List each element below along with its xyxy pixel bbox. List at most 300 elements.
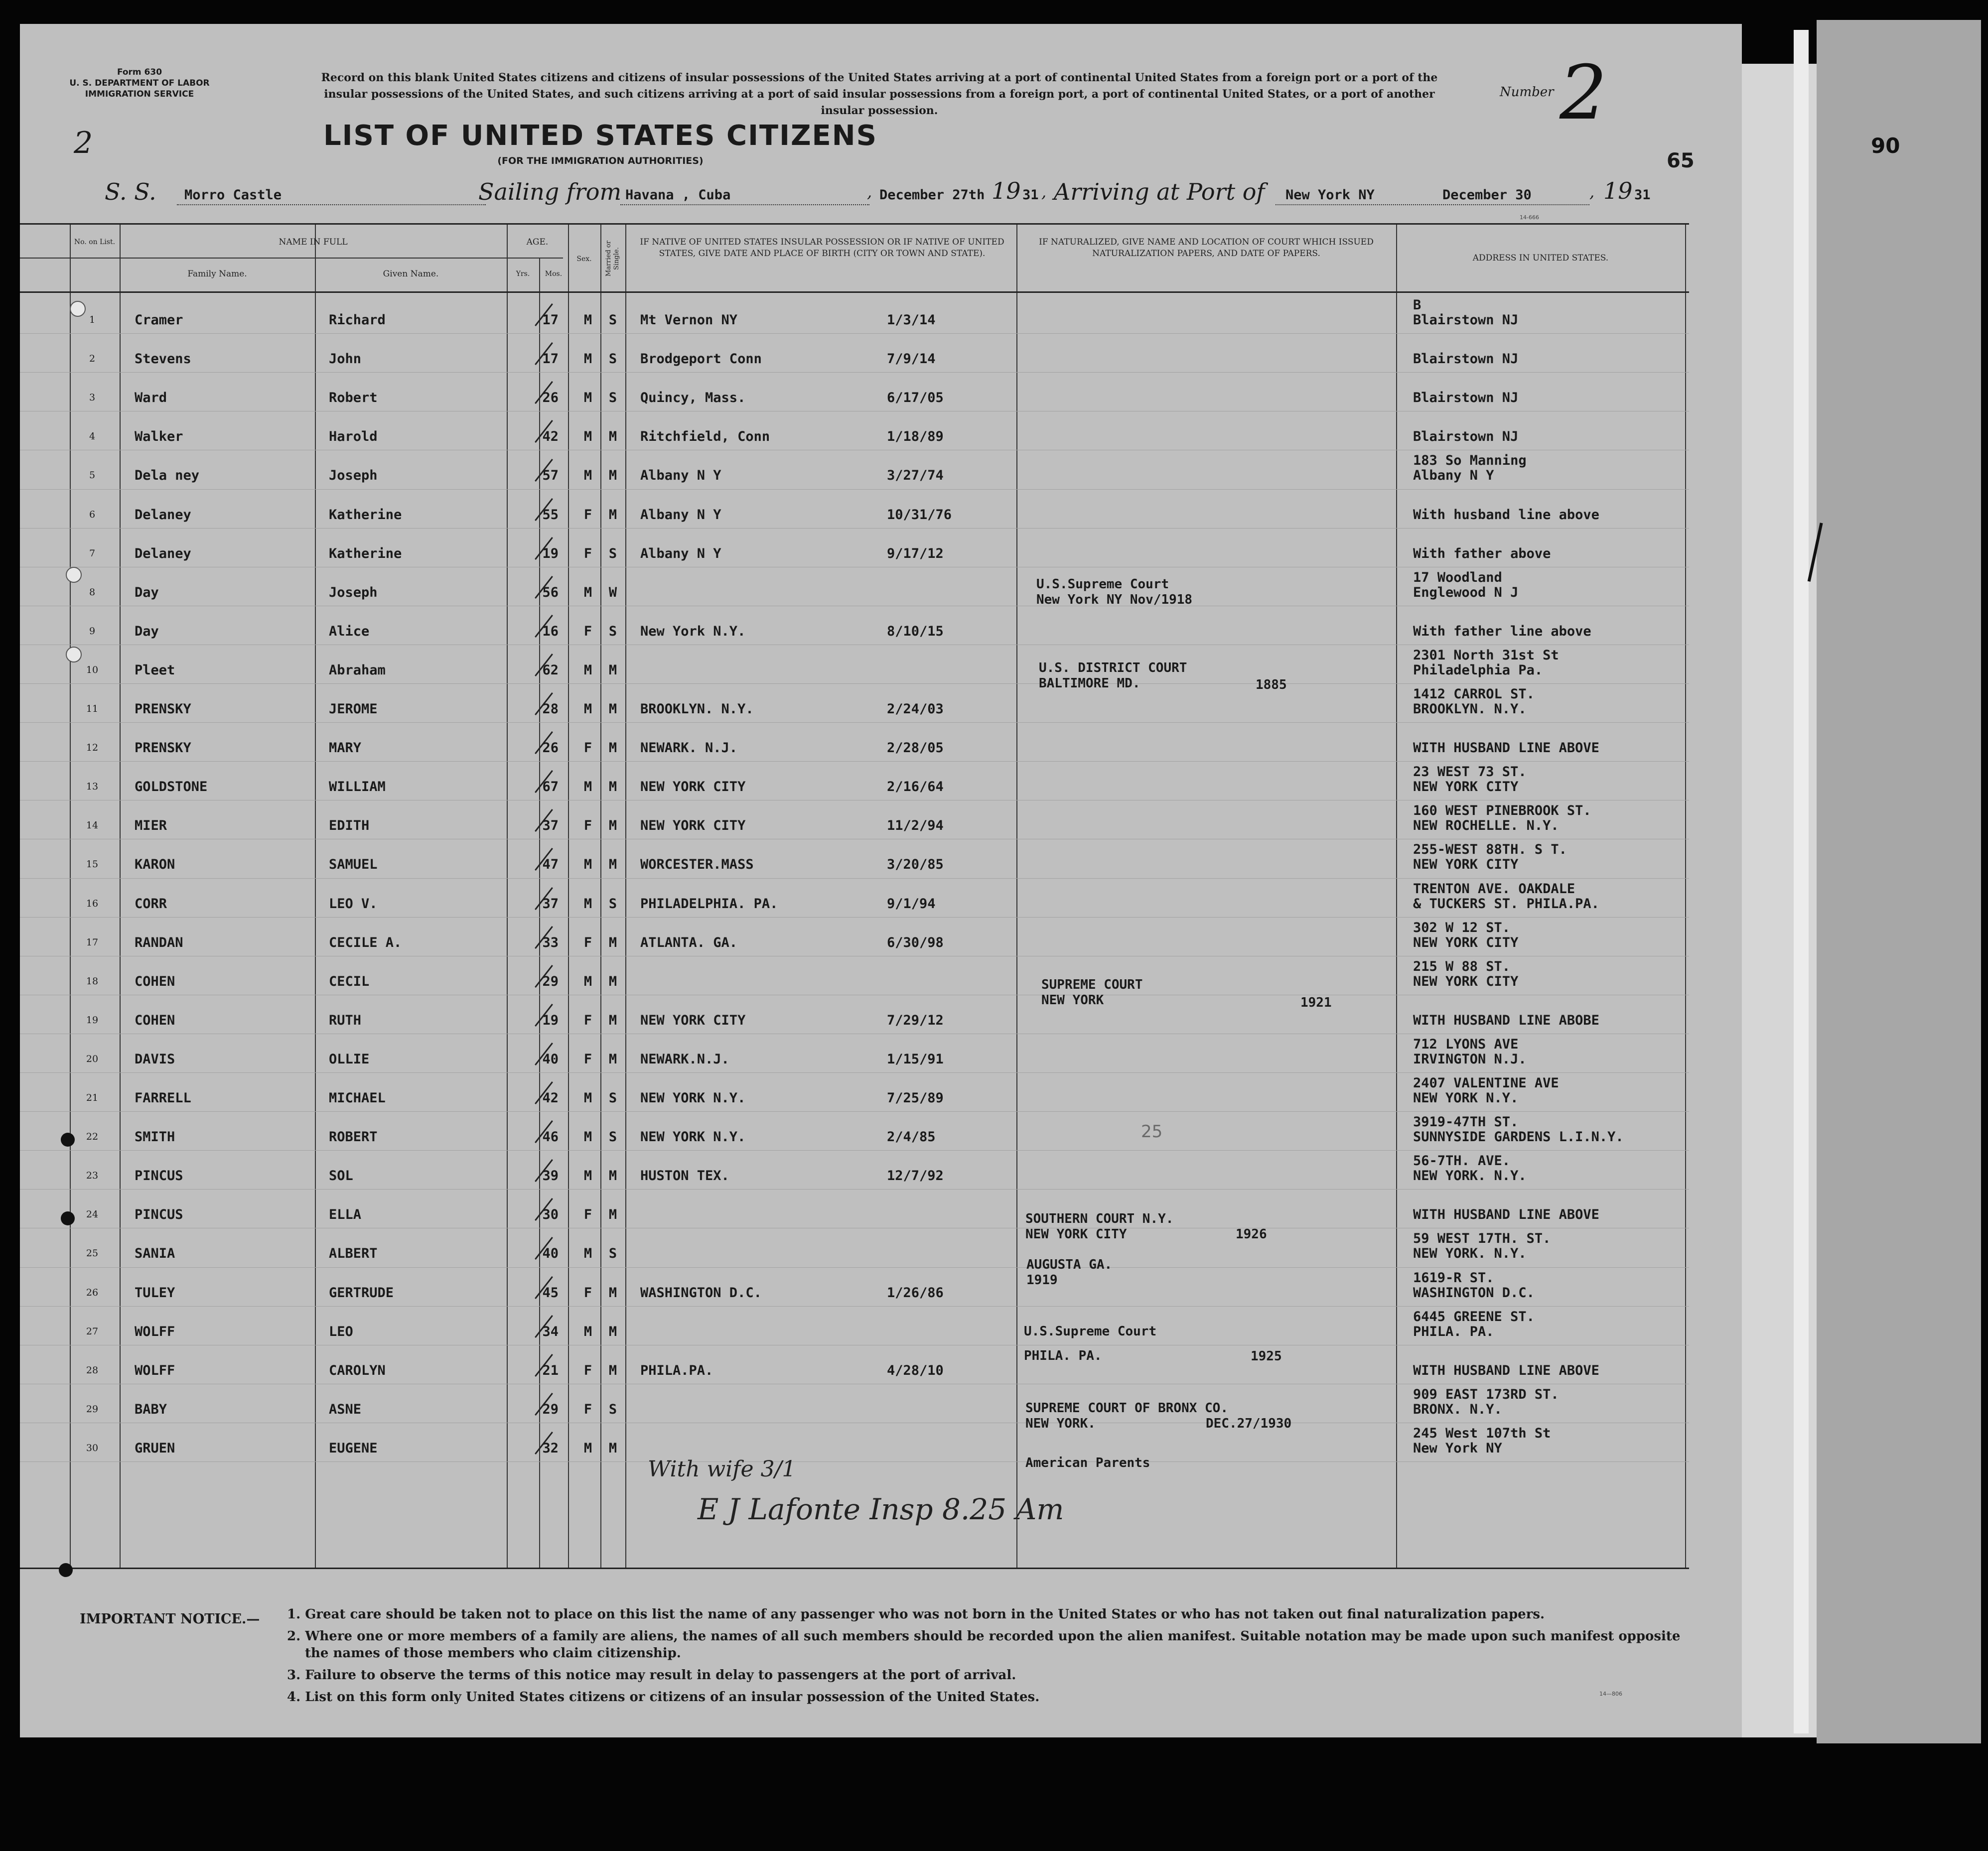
marital-status: M	[608, 1051, 617, 1067]
sex: M	[583, 429, 592, 445]
row-number: 30	[86, 1442, 99, 1454]
given-name: EDITH	[329, 818, 370, 834]
table-row	[20, 1071, 1689, 1110]
birthplace: Albany N Y	[640, 507, 721, 523]
given-name: MICHAEL	[329, 1090, 386, 1106]
form-identifier	[20, 67, 259, 100]
birthplace: Mt Vernon NY	[640, 312, 738, 328]
address-line-1: 17 Woodland	[1413, 569, 1502, 585]
address-line-2: NEW YORK. N.Y.	[1413, 1168, 1527, 1184]
given-name: ALBERT	[329, 1246, 378, 1262]
family-name: Cramer	[135, 312, 183, 328]
address-line-2: WITH HUSBAND LINE ABOBE	[1413, 1012, 1599, 1028]
birthplace: HUSTON TEX.	[640, 1168, 729, 1184]
address-line-2: Blairstown NJ	[1413, 429, 1519, 445]
row-number: 8	[89, 586, 96, 598]
ship-underline	[177, 204, 486, 205]
row-number: 24	[86, 1209, 99, 1220]
table-row	[20, 565, 1689, 604]
marital-status: S	[608, 1246, 617, 1262]
arrival-year: 31	[1634, 187, 1651, 203]
departure-port: Havana , Cuba	[625, 187, 731, 203]
row-number: 28	[86, 1364, 99, 1376]
row-number: 16	[86, 898, 99, 909]
address-line-2: NEW YORK CITY	[1413, 857, 1519, 873]
marital-status: M	[608, 662, 617, 678]
sex: M	[583, 312, 592, 328]
given-name: Joseph	[329, 584, 378, 600]
family-name: COHEN	[135, 1012, 175, 1028]
marital-status: S	[608, 1129, 617, 1145]
sex: M	[583, 584, 592, 600]
naturalization-date: DEC.27/1930	[1206, 1416, 1292, 1431]
family-name: Ward	[135, 390, 167, 406]
sex: M	[583, 662, 592, 678]
address-line-2: Blairstown NJ	[1413, 390, 1519, 406]
row-number: 21	[86, 1092, 99, 1103]
departure-underline	[620, 204, 869, 205]
sex: F	[583, 818, 592, 834]
birthdate: 1/26/86	[887, 1285, 944, 1301]
punch-hole	[59, 1563, 73, 1577]
family-name: WOLFF	[135, 1323, 175, 1339]
age-years: 16	[542, 623, 559, 639]
family-name: RANDAN	[135, 934, 183, 950]
age-years: 39	[542, 1168, 559, 1184]
inspector-signature: E J Lafonte Insp 8.25 Am	[698, 1492, 1064, 1526]
table-row	[20, 1305, 1689, 1343]
table-row	[20, 527, 1689, 565]
table-row	[20, 643, 1689, 682]
marital-status: M	[608, 1323, 617, 1339]
list-number-label: Number	[1500, 85, 1554, 100]
sailing-date: December 27th	[879, 187, 985, 203]
table-row	[20, 1188, 1689, 1226]
address-line-2: PHILA. PA.	[1413, 1323, 1494, 1339]
table-row	[20, 721, 1689, 760]
side-page-number: 90	[1871, 133, 1900, 158]
sex: F	[583, 1051, 592, 1067]
sex: M	[583, 351, 592, 367]
age-years: 26	[542, 390, 559, 406]
handwritten-note: With wife 3/1	[648, 1456, 796, 1482]
address-line-2: WITH HUSBAND LINE ABOVE	[1413, 740, 1599, 756]
punch-hole	[61, 1211, 75, 1225]
address-line-2: With father line above	[1413, 623, 1591, 639]
given-name: ASNE	[329, 1401, 362, 1417]
given-name: Richard	[329, 312, 386, 328]
row-number: 23	[86, 1170, 99, 1182]
sex: M	[583, 779, 592, 795]
table-row	[20, 371, 1689, 409]
family-name: WOLFF	[135, 1362, 175, 1378]
table-row	[20, 877, 1689, 916]
family-name: BABY	[135, 1401, 167, 1417]
birthdate: 12/7/92	[887, 1168, 944, 1184]
address-line-2: SUNNYSIDE GARDENS L.I.N.Y.	[1413, 1129, 1624, 1145]
age-years: 46	[542, 1129, 559, 1145]
sex: M	[583, 857, 592, 873]
corner-handwritten-mark: 2	[74, 126, 93, 160]
age-years: 62	[542, 662, 559, 678]
sex: M	[583, 468, 592, 484]
naturalization-entry: U.S. DISTRICT COURT BALTIMORE MD.	[1039, 661, 1187, 691]
family-name: PINCUS	[135, 1207, 183, 1223]
address-line-1: 183 So Manning	[1413, 453, 1527, 469]
sex: F	[583, 740, 592, 756]
header-number: No. on List.	[74, 238, 116, 246]
sex: F	[583, 623, 592, 639]
age-years: 56	[542, 584, 559, 600]
address-line-2: Blairstown NJ	[1413, 312, 1519, 328]
header-marital-status: Married or Single.	[605, 241, 620, 276]
manifest-page: Form 630 U. S. DEPARTMENT OF LABOR IMMIGRATION SERVICE Record on this blank United States citizens and citizens of insular possessions of the United States arriving at a port of continental United States from a foreign port or a port of the insular possessions of the United States, and such citizens arriving at a port of said insular possessions from a foreign port, a port of continental United States, or a port of another insular possession. Number 2 2 65 LIST OF UNITED STATES CITIZENS (FOR THE IMMIGRATION AUTHORITIES) S. S. Morro Castle Sailing from Havana , Cuba , December 27th 19 31 , Arriving at Port of New York NY December 30 , 19 31 14-666 No. on List. NAME IN FULL Family Name. Given Name. AGE. Yrs. Mos. Sex. Married or Single. IF NATIVE OF UNITED STATES INSULAR POSSESSION OR IF NATIVE OF UNITED STATES, GIVE DATE AND PLACE OF BIRTH (CITY OR TOWN AND STATE). IF NATURALIZED, GIVE NAME AND LOCATION OF COURT WHICH ISSUED NATURALIZATION PAPERS, AND DATE OF PAPERS. ADDRESS IN UNITED STATES. 1 Cramer Richard 17 M S Mt Vernon NY 1/3/14 B Blairstown NJ 2 Stevens John 17 M S Brodgeport Conn 7/9/14 Blairstown NJ 3 Ward Robert 26 M S Quincy, Mass. 6/17/05 Blairstown NJ 4 Walker Harold 42 M M Ritchfield, Conn 1/18/89 Blairstown NJ 5 Dela ney Joseph 57 M M Albany N Y 3/27/74 183 So Manning Albany N Y 6 Delaney Katherine 55 F M Albany N Y 10/31/76 With husband line above 7 Delaney Katherine 19 F S Albany N Y 9/17/12 With father above 8 Day Joseph 56 M W 17 Woodland Englewood N J 9 Day Alice 16 F S New York N.Y. 8/10/15 With father line above 10 Pleet Abraham 62 M M 2301 North 31st St Philadelphia Pa. 11 PRENSKY JEROME 28 M M BROOKLYN. N.Y. 2/24/03 1412 CARROL ST. BROOKLYN. N.Y. 12 PRENSKY MARY 26 F M NEWARK. N.J. 2/28/05 WITH HUSBAND LINE ABOVE 13 GOLDSTONE WILLIAM 67 M M NEW YORK CITY 2/16/64 23 WEST 73 ST. NEW YORK CITY 14 MIER EDITH 37 F M NEW YORK CITY 11/2/94 160 WEST PINEBROOK ST. NEW ROCHELLE. N.Y. 15 KARON SAMUEL 47 M M WORCESTER.MASS 3/20/85 255-WEST 88TH. S T. NEW YORK CITY 16 CORR LEO V. 37 M S PHILADELPHIA. PA. 9/1/94 TRENTON AVE. OAKDALE & TUCKERS ST. PHILA.PA. 17 RANDAN CECILE A. 33 F M ATLANTA. GA. 6/30/98 302 W 12 ST. NEW YORK CITY 18 COHEN CECIL 29 M M 215 W 88 ST. NEW YORK CITY 19 COHEN RUTH 19 F M NEW YORK CITY 7/29/12 WITH HUSBAND LINE ABOBE 20 DAVIS OLLIE 40 F M NEWARK.N.J. 1/15/91 712 LYONS AVE IRVINGTON N.J. 21 FARRELL MICHAEL 42 M S NEW YORK N.Y. 7/25/89 2407 VALENTINE AVE NEW YORK N.Y. 22 SMITH ROBERT 46 M S NEW YORK N.Y. 2/4/85 3919-47TH ST. SUNNYSIDE GARDENS L.I.N.Y. 23 PINCUS SOL 39 M M HUSTON TEX. 12/7/92 56-7TH. AVE. NEW YORK. N.Y. 24 PINCUS ELLA 30 F M WITH HUSBAND LINE ABOVE 25 SANIA ALBERT 40 M S 59 WEST 17TH. ST. NEW YORK. N.Y. 26 TULEY GERTRUDE 45 F M WASHINGTON D.C. 1/26/86 1619-R ST. WASHINGTON D.C. 27 WOLFF LEO 34 M M 6445 GREENE ST. PHILA. PA. 28 WOLFF CAROLYN 21 F M PHILA.PA. 4/28/10 WITH HUSBAND LINE ABOVE 29 BABY ASNE 29 F S 909 EAST 173RD ST. BRONX. N.Y. 30 GRUEN EUGENE 32 M M 245 West 107th St New York NY U.S.Supreme Court New York NY Nov/1918 U.S. DISTRICT COURT BALTIMORE MD. 1885 SUPREME COURT NEW YORK 1921 SOUTHERN COURT N.Y. NEW YORK CITY 1926 AUGUSTA GA. 1919 U.S.Supreme Court PHILA. PA. 1925 SUPREME COURT OF BRONX CO. NEW YORK. DEC.27/1930 American Parents 25 With wife 3/1 E J Lafonte Insp 8.25 Am IMPORTANT NOTICE.— 1. Great care should be taken not to place on this list the name of any passenger who was not born in the United States or who has not taken out final naturalization papers. 2. Where one or more members of a family are aliens, the names of all such members should be recorded upon the alien manifest. Suitable notation may be made upon such manifest opposite the names of those members who claim citizenship. 3. Failure to observe the terms of this notice may result in delay to passengers at the port of arrival. 4. List on this form only United States citizens or citizens of an insular possession of the United States. 14—806	[20, 24, 1742, 1737]
table-row	[20, 1032, 1689, 1071]
form-code-top: 14-666	[1520, 214, 1539, 221]
page-edge-highlight	[1794, 30, 1809, 1733]
address-line-2: IRVINGTON N.J.	[1413, 1051, 1527, 1067]
given-name: Abraham	[329, 662, 386, 678]
birthdate: 1/18/89	[887, 429, 944, 445]
arrival-port: New York NY	[1285, 187, 1375, 203]
table-row	[20, 409, 1689, 448]
age-years: 26	[542, 740, 559, 756]
family-name: SMITH	[135, 1129, 175, 1145]
given-name: SAMUEL	[329, 857, 378, 873]
punch-hole	[66, 647, 82, 662]
row-number: 6	[89, 509, 96, 520]
family-name: CORR	[135, 896, 167, 912]
family-name: Dela ney	[135, 468, 200, 484]
naturalization-entry: AUGUSTA GA. 1919	[1026, 1257, 1113, 1288]
birthdate: 4/28/10	[887, 1362, 944, 1378]
family-name: Walker	[135, 429, 183, 445]
punch-hole	[66, 567, 82, 583]
address-line-2: NEW YORK CITY	[1413, 973, 1519, 989]
address-line-2: NEW YORK CITY	[1413, 779, 1519, 795]
header-given-name: Given Name.	[383, 269, 439, 279]
naturalization-entry: American Parents	[1025, 1455, 1150, 1470]
address-line-1: 160 WEST PINEBROOK ST.	[1413, 803, 1591, 819]
address-line-1: 245 West 107th St	[1413, 1425, 1551, 1441]
table-row	[20, 1149, 1689, 1188]
given-name: CECIL	[329, 973, 370, 989]
arrival-date: December 30	[1442, 187, 1532, 203]
sex: F	[583, 1285, 592, 1301]
header-name-in-full: NAME IN FULL	[279, 237, 348, 247]
given-name: GERTRUDE	[329, 1285, 394, 1301]
table-row	[20, 488, 1689, 527]
header-birth: IF NATIVE OF UNITED STATES INSULAR POSSESSION OR IF NATIVE OF UNITED STATES, GIVE DATE AND PLACE OF BIRTH (CITY OR TOWN AND STATE).	[640, 237, 1004, 259]
sex: M	[583, 1168, 592, 1184]
age-years: 55	[542, 507, 559, 523]
address-line-2: BROOKLYN. N.Y.	[1413, 701, 1527, 717]
age-years: 29	[542, 973, 559, 989]
address-line-1: 23 WEST 73 ST.	[1413, 764, 1527, 780]
row-number: 18	[86, 975, 99, 987]
address-line-1: 215 W 88 ST.	[1413, 958, 1511, 974]
age-years: 34	[542, 1323, 559, 1339]
form-instructions: Record on this blank United States citizens and citizens of insular possessions of the United States arriving at a port of continental United States from a foreign port or a port of the insular possessions of the United States, and such citizens arriving at a port of said insular possessions from a foreign port, a port of continental United States, or a port of another insular possession.	[321, 71, 1438, 117]
address-line-2: BRONX. N.Y.	[1413, 1401, 1502, 1417]
arrival-year-prefix: 19	[1603, 177, 1633, 204]
marital-status: M	[608, 1362, 617, 1378]
address-line-1: B	[1413, 297, 1421, 313]
row-number: 10	[86, 664, 99, 675]
table-row	[20, 448, 1689, 487]
given-name: Katherine	[329, 545, 402, 561]
marital-status: M	[608, 1012, 617, 1028]
birthplace: Brodgeport Conn	[640, 351, 762, 367]
table-row	[20, 1110, 1689, 1149]
address-line-2: With husband line above	[1413, 507, 1599, 523]
birthdate: 7/9/14	[887, 351, 936, 367]
row-number: 15	[86, 859, 99, 870]
birthdate: 9/17/12	[887, 545, 944, 561]
table-row	[20, 332, 1689, 371]
birthplace: Albany N Y	[640, 468, 721, 484]
row-number: 25	[86, 1248, 99, 1259]
table-row	[20, 1421, 1689, 1460]
table-row	[20, 993, 1689, 1032]
age-years: 19	[542, 1012, 559, 1028]
birthdate: 1/3/14	[887, 312, 936, 328]
birthdate: 7/29/12	[887, 1012, 944, 1028]
sex: F	[583, 545, 592, 561]
given-name: John	[329, 351, 362, 367]
age-years: 40	[542, 1051, 559, 1067]
row-number: 20	[86, 1053, 99, 1064]
age-years: 47	[542, 857, 559, 873]
family-name: FARRELL	[135, 1090, 191, 1106]
address-line-2: NEW YORK CITY	[1413, 934, 1519, 950]
birthplace: WORCESTER.MASS	[640, 857, 754, 873]
sex: M	[583, 701, 592, 717]
header-naturalization: IF NATURALIZED, GIVE NAME AND LOCATION OF COURT WHICH ISSUED NATURALIZATION PAPERS, AND DATE OF PAPERS.	[1039, 237, 1374, 259]
sex: M	[583, 1129, 592, 1145]
row-number: 2	[89, 353, 96, 365]
marital-status: M	[608, 507, 617, 523]
table-row	[20, 760, 1689, 798]
birthdate: 2/24/03	[887, 701, 944, 717]
given-name: ELLA	[329, 1207, 362, 1223]
marital-status: W	[608, 584, 617, 600]
marital-status: M	[608, 1168, 617, 1184]
age-years: 42	[542, 1090, 559, 1106]
sex: F	[583, 507, 592, 523]
sex: F	[583, 1012, 592, 1028]
arriving-label: Arriving at Port of	[1054, 178, 1265, 205]
marital-status: M	[608, 857, 617, 873]
list-number-value: 2	[1560, 50, 1607, 136]
marital-status: M	[608, 701, 617, 717]
sex: M	[583, 390, 592, 406]
marital-status: M	[608, 468, 617, 484]
row-number: 26	[86, 1287, 99, 1298]
age-years: 32	[542, 1440, 559, 1456]
family-name: PRENSKY	[135, 740, 191, 756]
birthplace: Ritchfield, Conn	[640, 429, 770, 445]
row-number: 9	[89, 625, 96, 637]
row-number: 14	[86, 820, 99, 831]
given-name: RUTH	[329, 1012, 362, 1028]
given-name: CAROLYN	[329, 1362, 386, 1378]
given-name: Alice	[329, 623, 370, 639]
sex: F	[583, 934, 592, 950]
marital-status: S	[608, 351, 617, 367]
given-name: Katherine	[329, 507, 402, 523]
row-number: 17	[86, 936, 99, 948]
table-row	[20, 1226, 1689, 1265]
address-line-1: 56-7TH. AVE.	[1413, 1153, 1511, 1169]
marital-status: M	[608, 1440, 617, 1456]
sex: F	[583, 1207, 592, 1223]
header-months: Mos.	[545, 270, 563, 278]
naturalization-entry: U.S.Supreme Court New York NY Nov/1918	[1036, 577, 1193, 607]
notice-list	[287, 1606, 1702, 1711]
age-years: 45	[542, 1285, 559, 1301]
address-line-2: NEW YORK. N.Y.	[1413, 1246, 1527, 1262]
naturalization-year: 1926	[1236, 1227, 1267, 1242]
birthdate: 2/16/64	[887, 779, 944, 795]
birthdate: 10/31/76	[887, 507, 952, 523]
age-years: 19	[542, 545, 559, 561]
given-name: SOL	[329, 1168, 353, 1184]
family-name: MIER	[135, 818, 167, 834]
address-line-2: WASHINGTON D.C.	[1413, 1285, 1535, 1301]
row-number: 1	[89, 314, 96, 325]
age-years: 37	[542, 896, 559, 912]
naturalization-year: 1921	[1300, 995, 1332, 1010]
given-name: OLLIE	[329, 1051, 370, 1067]
given-name: Robert	[329, 390, 378, 406]
family-name: PINCUS	[135, 1168, 183, 1184]
marital-status: S	[608, 623, 617, 639]
sex: F	[583, 1401, 592, 1417]
birthdate: 7/25/89	[887, 1090, 944, 1106]
birthplace: WASHINGTON D.C.	[640, 1285, 762, 1301]
birthdate: 9/1/94	[887, 896, 936, 912]
birthdate: 3/27/74	[887, 468, 944, 484]
address-line-1: 2407 VALENTINE AVE	[1413, 1075, 1559, 1091]
address-line-1: 1412 CARROL ST.	[1413, 686, 1535, 702]
row-number: 22	[86, 1131, 99, 1143]
address-line-2: NEW ROCHELLE. N.Y.	[1413, 818, 1559, 834]
age-years: 33	[542, 934, 559, 950]
address-line-2: With father above	[1413, 545, 1551, 561]
birthplace: NEWARK. N.J.	[640, 740, 738, 756]
marital-status: M	[608, 973, 617, 989]
table-row	[20, 916, 1689, 954]
address-line-1: TRENTON AVE. OAKDALE	[1413, 881, 1575, 897]
sex: M	[583, 1246, 592, 1262]
age-years: 67	[542, 779, 559, 795]
marital-status: S	[608, 390, 617, 406]
sailing-year-prefix: 19	[992, 177, 1021, 204]
row-number: 3	[89, 392, 96, 403]
row-number: 7	[89, 547, 96, 559]
age-years: 42	[542, 429, 559, 445]
faint-stamp: 25	[1141, 1122, 1163, 1142]
birthdate: 6/17/05	[887, 390, 944, 406]
address-line-1: 712 LYONS AVE	[1413, 1036, 1519, 1052]
naturalization-entry: SOUTHERN COURT N.Y. NEW YORK CITY	[1025, 1211, 1174, 1242]
marital-status: M	[608, 740, 617, 756]
address-line-2: Englewood N J	[1413, 584, 1519, 600]
address-line-2: Blairstown NJ	[1413, 351, 1519, 367]
birthplace: NEWARK.N.J.	[640, 1051, 729, 1067]
marital-status: S	[608, 1090, 617, 1106]
marital-status: S	[608, 896, 617, 912]
given-name: LEO V.	[329, 896, 378, 912]
table-row	[20, 1266, 1689, 1305]
age-years: 57	[542, 468, 559, 484]
given-name: EUGENE	[329, 1440, 378, 1456]
service-name: IMMIGRATION SERVICE	[85, 89, 194, 99]
sex: M	[583, 973, 592, 989]
marital-status: S	[608, 1401, 617, 1417]
age-years: 29	[542, 1401, 559, 1417]
marital-status: M	[608, 1285, 617, 1301]
header-years: Yrs.	[516, 270, 530, 278]
birthplace: BROOKLYN. N.Y.	[640, 701, 754, 717]
age-years: 37	[542, 818, 559, 834]
birthdate: 1/15/91	[887, 1051, 944, 1067]
sailing-year: 31	[1022, 187, 1039, 203]
family-name: Delaney	[135, 507, 191, 523]
row-number: 5	[89, 470, 96, 481]
punch-hole	[61, 1133, 75, 1147]
age-years: 28	[542, 701, 559, 717]
marital-status: M	[608, 934, 617, 950]
department-name: U. S. DEPARTMENT OF LABOR	[69, 78, 210, 88]
family-name: GRUEN	[135, 1440, 175, 1456]
address-line-2: & TUCKERS ST. PHILA.PA.	[1413, 896, 1599, 912]
birthplace: ATLANTA. GA.	[640, 934, 738, 950]
family-name: Day	[135, 584, 159, 600]
family-name: Day	[135, 623, 159, 639]
family-name: KARON	[135, 857, 175, 873]
naturalization-entry: SUPREME COURT NEW YORK	[1041, 977, 1143, 1008]
given-name: Joseph	[329, 468, 378, 484]
row-number: 19	[86, 1014, 99, 1026]
page-number: 65	[1667, 149, 1695, 172]
notice-heading: IMPORTANT NOTICE.—	[80, 1611, 260, 1627]
birthplace: NEW YORK CITY	[640, 779, 746, 795]
address-line-1: 3919-47TH ST.	[1413, 1114, 1519, 1130]
notice-item: 4. List on this form only United States citizens or citizens of an insular possession of the United States.	[287, 1690, 1040, 1705]
age-years: 30	[542, 1207, 559, 1223]
address-line-2: WITH HUSBAND LINE ABOVE	[1413, 1207, 1599, 1223]
address-line-1: 6445 GREENE ST.	[1413, 1309, 1535, 1324]
row-number: 12	[86, 742, 99, 754]
marital-status: M	[608, 429, 617, 445]
header-sex: Sex.	[576, 255, 592, 263]
table-row	[20, 954, 1689, 993]
marital-status: S	[608, 312, 617, 328]
given-name: LEO	[329, 1323, 353, 1339]
sex: M	[583, 1440, 592, 1456]
address-line-2: Albany N Y	[1413, 468, 1494, 484]
birthdate: 2/4/85	[887, 1129, 936, 1145]
birthplace: PHILA.PA.	[640, 1362, 713, 1378]
marital-status: M	[608, 818, 617, 834]
adjacent-page	[1817, 20, 1981, 1743]
header-age: AGE.	[526, 237, 549, 247]
birthplace: Quincy, Mass.	[640, 390, 746, 406]
form-number: Form 630	[117, 67, 162, 77]
form-subtitle: (FOR THE IMMIGRATION AUTHORITIES)	[497, 155, 704, 166]
